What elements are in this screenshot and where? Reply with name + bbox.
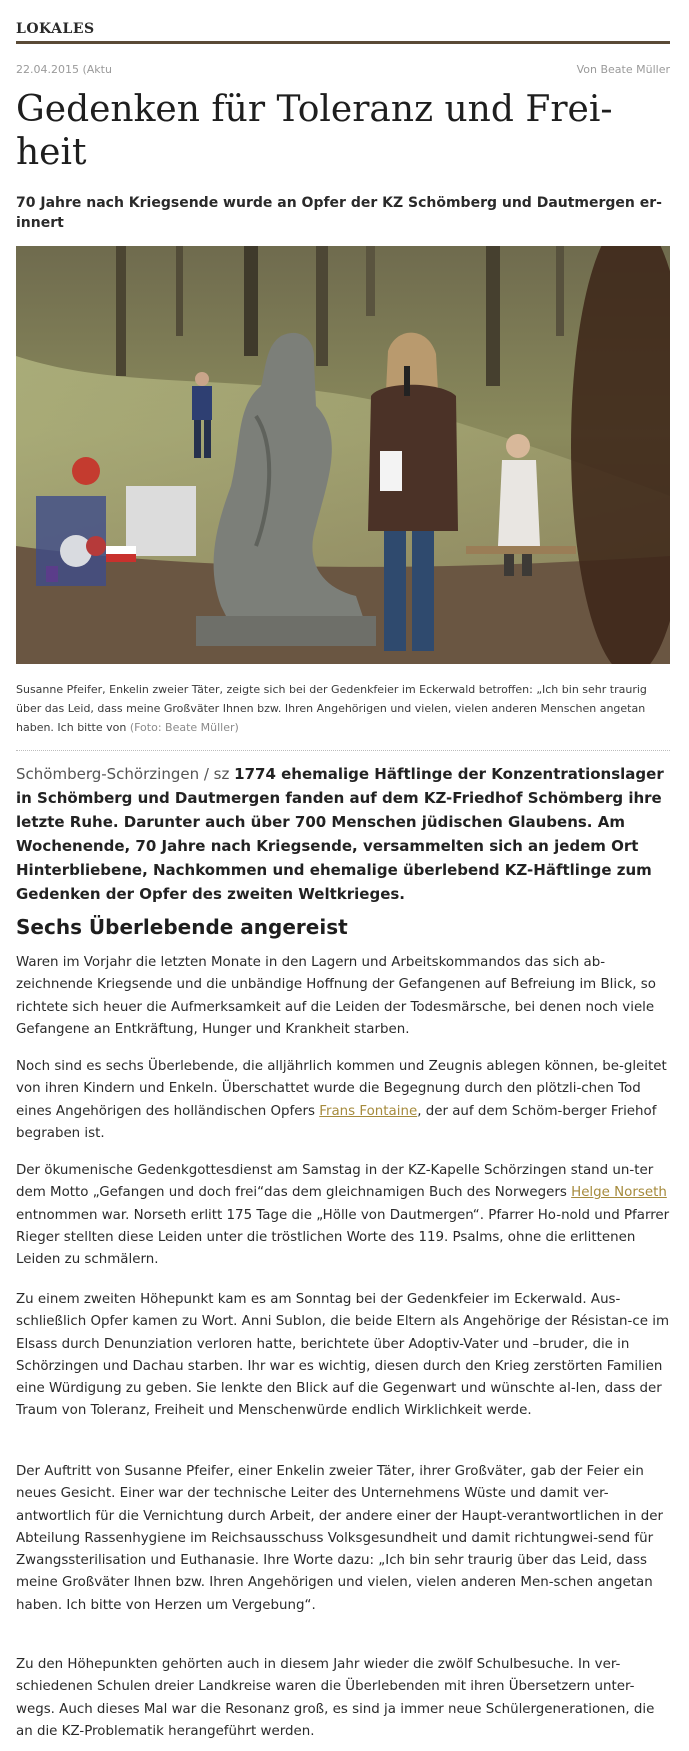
body-paragraph-1: Waren im Vorjahr die letzten Monate in den Lagern und Arbeitskommandos das sich ab-zeichnende Kriegsende und die unbändige Hoffnung der Gefangenen auf Befreiung im Blick, so richtete sich heuer die Aufmerksamkeit auf die Leiden der Todesmärsche, bei denen noch viele Gefangene an Entkräftung, Hunger und Krankheit starben. — [16, 955, 656, 1037]
memorial-photo-image — [16, 246, 670, 664]
body-paragraph-3 — [16, 1160, 670, 1271]
lead-text: 1774 ehemalige Häftlinge der Konzentrationslager in Schömberg und Dautmergen fanden auf dem KZ-Friedhof Schömberg ihre letzte Ruhe. Darunter auch über 700 Menschen jüdischen Glaubens. Am Wochenende, 70 Jahre nach Kriegsende, versammelten sich an jedem Ort Hinterbliebene, Nachkommen und ehemalige überlebend KZ-Häftlinge zum Gedenken der Opfer des zweiten Weltkrieges. — [16, 765, 664, 903]
headline-line-2: heit — [16, 132, 87, 173]
photo-caption — [16, 680, 670, 737]
frans-fontaine-link[interactable]: Frans Fontaine — [319, 1103, 418, 1119]
lead-paragraph — [16, 762, 670, 906]
paragraph-text: Der ökumenische Gedenkgottesdienst am Samstag in der KZ-Kapelle Schörzingen stand un-ter dem Motto „Gefangen und doch frei“das dem gleichnamigen Buch des Norwegers — [16, 1163, 654, 1201]
article-photo[interactable] — [16, 246, 670, 664]
paragraph-text: entnommen war. Norseth erlitt 175 Tage die „Hölle von Dautmergen“. Pfarrer Ho-nold und Pfarrer Rieger stellten diese Leiden unter die tröstlichen Worte des 119. Psalms, ohne die erlittenen Leiden zu schmälern. — [16, 1207, 670, 1268]
photo-credit: (Foto: Beate Müller) — [129, 721, 239, 734]
helge-norseth-link[interactable]: Helge Norseth — [571, 1185, 667, 1201]
headline-line-1: Gedenken für Toleranz und Frei- — [16, 89, 613, 130]
section-subheading: Sechs Überlebende angereist — [16, 915, 348, 939]
section-header — [16, 20, 670, 44]
section-label[interactable]: LOKALES — [16, 21, 95, 37]
divider — [16, 750, 670, 751]
paragraph-text: Noch sind es sechs Überlebende, die alljährlich kommen und Zeugnis ablegen können, be-gleitet von ihren Kindern und Enkeln. Überschattet wurde die Begegnung durch den plötzli-chen Tod eines Angehörigen des holländischen Opfers — [16, 1059, 667, 1119]
body-paragraph-6: Zu den Höhepunkten gehörten auch in diesem Jahr wieder die zwölf Schulbesuche. In ver-schiedenen Schulen dreier Landkreise waren die Überlebenden mit ihren Übersetzern unter-wegs. Auch dieses Mal war die Resonanz groß, es sind ja immer neue Schülergenerationen, die an die KZ-Problematik herangeführt werden. — [16, 1657, 655, 1739]
body-paragraph-2 — [16, 1056, 670, 1145]
body-paragraph-4: Zu einem zweiten Höhepunkt kam es am Sonntag bei der Gedenkfeier im Eckerwald. Aus-schließlich Opfer kamen zu Wort. Anni Sublon, die beide Eltern als Angehörige der Résistan-ce im Elsass durch Denunziation verloren hatte, berichtete über Adoptiv-Vater und –bruder, die in Schörzingen und Dachau starben. Ihr war es wichtig, diesen durch den Krieg zerstörten Familien eine Würdigung zu geben. Sie lenkte den Blick auf die Gegenwart und wünschte al-len, dass der Traum von Toleranz, Freiheit und Menschenwürde endlich Wirklichkeit werde. — [16, 1292, 669, 1419]
publish-date: 22.04.2015 (Aktu — [16, 63, 112, 76]
caption-text: Susanne Pfeifer, Enkelin zweier Täter, zeigte sich bei der Gedenkfeier im Eckerwald betroffen: „Ich bin sehr traurig über das Leid, dass meine Großväter Ihnen bzw. Ihren Angehörigen und vielen, vielen anderen Menschen angetan haben. Ich bitte von — [16, 683, 647, 734]
author-byline: Von Beate Müller — [576, 63, 670, 76]
article-headline — [16, 88, 670, 174]
article-subhead: 70 Jahre nach Kriegsende wurde an Opfer der KZ Schömberg und Dautmergen er-innert — [16, 195, 662, 231]
paragraph-text: , der auf dem Schöm-berger Friehof begraben ist. — [16, 1103, 657, 1141]
dateline: Schömberg-Schörzingen / sz — [16, 765, 230, 783]
body-paragraph-5: Der Auftritt von Susanne Pfeifer, einer Enkelin zweier Täter, ihrer Großväter, gab der Feier ein neues Gesicht. Einer war der technische Leiter des Unternehmens Wüste und damit ver-antwortlich für die Vernichtung durch Arbeit, der andere einer der Haupt-verantwortlichen in der Abteilung Rassenhygiene im Reichsausschuss Volksgesundheit und damit richtungwei-send für Zwangssterilisation und Euthanasie. Ihre Worte dazu: „Ich bin sehr traurig über das Leid, dass meine Großväter Ihnen bzw. Ihren Angehörigen und vielen, vielen anderen Men-schen angetan haben. Ich bitte von Herzen um Vergebung“. — [16, 1464, 663, 1613]
